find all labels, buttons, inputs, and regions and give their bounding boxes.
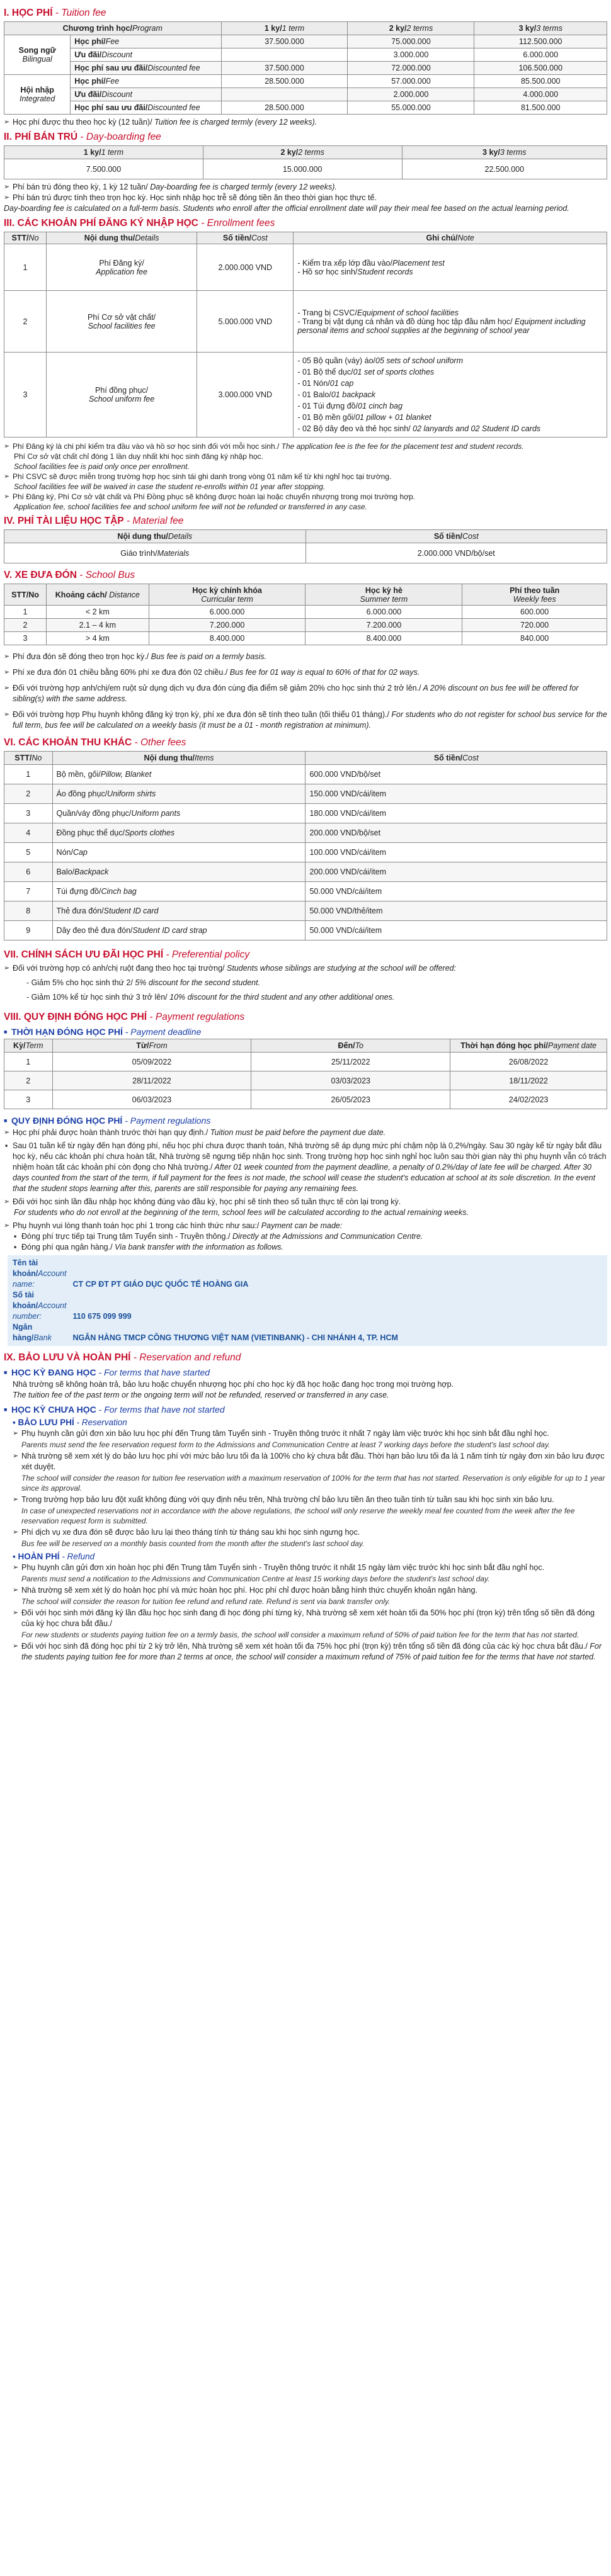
refund-para-1: ➢ Phụ huynh cần gửi đơn xin hoàn học phí đến Trung tâm Tuyển sinh - Truyền thông trước ít nhất 15 ngày làm việc trước khi học sinh bắt đầu nghỉ học. xyxy=(4,1562,607,1573)
refund-para-1-en: Parents must send a notification to the Admissions and Communication Centre at least 15 working days before the student's last school day. xyxy=(21,1574,490,1583)
enroll-note-3-en: School facilities fee will be waived in case the student re-enrolls within 01 year after stopping. xyxy=(14,482,326,491)
payment-regulations-title: ■ QUY ĐỊNH ĐÓNG HỌC PHÍ - Payment regulations xyxy=(4,1116,607,1126)
boarding-note-2: ➢ Phí bán trú được tính theo trọn học kỳ. Học sinh nhập học trễ sẽ đóng tiền ăn theo thời gian học thực tế. xyxy=(4,193,607,203)
section-tuition-title: I. HỌC PHÍ - Tuition fee xyxy=(4,8,106,18)
reserve-para-2: ➢ Nhà trường sẽ xem xét lý do bảo lưu học phí với mức bảo lưu tối đa là 100% cho kỳ chưa bắt đầu. Thời hạn bảo lưu tối đa là 1 năm tính từ ngày đơn xin bảo lưu được xét duyệt. xyxy=(4,1451,607,1472)
enroll-note-4: ➢ Phí Đăng ký, Phí Cơ sở vật chất và Phí Đồng phục sẽ không được hoàn lại hoặc chuyển nhượng trong mọi trường hợp. xyxy=(4,492,607,502)
refund-para-3: ➢ Đối với học sinh mới đăng ký lần đầu học học sinh đang đi học đóng phí từng kỳ, Nhà trường sẽ xem xét hoàn tối đa 50% học phí (trọn kỳ) trên tổng số tiền đã đóng của kỳ học chưa bắt đầu./ xyxy=(4,1608,607,1629)
pref-discount-3: - Giảm 10% kể từ học sinh thứ 3 trở lên/ 10% discount for the third student and any other additional ones. xyxy=(26,993,395,1002)
enrollment-table: STT/No Nội dung thu/Details Số tiền/Cost Ghi chú/Note 1 Phí Đăng ký/ Application fee 2.000.000 VND - Kiểm tra xếp lớp đầu vào/Placement test - Hồ sơ học sinh/Student records 2 Phí Cơ sở vật chất/ School facilities fee 5.000.000 VND - Trang bị CSVC/Equipment of school facilities - Trang bị vật dụng cá nhân và đồ dùng học tập đầu năm học/ Equipment including personal items and school supplies at the beginning of school year 3 Phí đồng phục/ School uniform fee 3.000.000 VND - 05 Bộ quần (váy) áo/05 sets of school uniform - 01 Bộ thể dục/01 set of sports clothes - 01 Nón/01 cap - 01 Balo/01 backpack - 01 Túi đựng đồ/01 cinch bag - 01 Bộ mền gối/01 pillow + 01 blanket - 02 Bộ dây đeo và thẻ học sinh/ 02 lanyards and 02 Student ID cards xyxy=(4,232,607,438)
enroll-note-2: Phí Cơ sở vật chất chỉ đóng 1 lần duy nhất khi học sinh đăng ký nhập học. xyxy=(14,452,263,461)
section-payment-title: VIII. QUY ĐỊNH ĐÓNG HỌC PHÍ - Payment regulations xyxy=(4,1012,245,1022)
pay-note-3: ➢ Đối với học sinh lần đầu nhập học không đúng vào đầu kỳ, học phí sẽ tính theo số tuần thực tế còn lại trong kỳ. xyxy=(4,1197,607,1207)
enroll-note-3: ➢ Phí CSVC sẽ được miễn trong trường hợp học sinh tái ghi danh trong vòng 01 năm kể từ khi nghỉ học tại trường. xyxy=(4,472,607,482)
reserve-para-4: ➢ Phí dịch vụ xe đưa đón sẽ được bảo lưu lại theo tháng tính từ tháng sau khi học sinh ngưng học. xyxy=(4,1527,607,1538)
enroll-note-4-en: Application fee, school facilities fee and school uniform fee will not be refunded or transferred in any case. xyxy=(14,502,367,511)
bank-info-box xyxy=(8,1255,607,1346)
bank-account-name: Tên tài khoản/Account name: CT CP ĐT PT GIÁO DỤC QUỐC TẾ HOÀNG GIA xyxy=(13,1258,249,1289)
reserve-para-1: ➢ Phụ huynh cần gửi đơn xin bảo lưu học phí đến Trung tâm Tuyển sinh - Truyền thông trước ít nhất 7 ngày làm việc trước khi học sinh bắt đầu nghỉ học. xyxy=(4,1428,607,1439)
boarding-note-2-en: Day-boarding fee is calculated on a full-term basis. Students who enroll after the official enrollment date will pay their meal fee based on the actual learning period. xyxy=(4,204,569,213)
refund-para-2-en: The school will consider the reason for tuition fee refund and refund rate. Refund is sent via bank transfer only. xyxy=(21,1597,391,1606)
pay-note-4: ➢ Phụ huynh vui lòng thanh toán học phí 1 trong các hình thức như sau:/ Payment can be made: xyxy=(4,1221,607,1231)
section-other-title: VI. CÁC KHOẢN THU KHÁC - Other fees xyxy=(4,737,186,748)
deadline-table: Kỳ/Term Từ/From Đến/To Thời hạn đóng học phí/Payment date 1 05/09/2022 25/11/2022 26/08/2022 2 28/11/2022 03/03/2023 18/11/2022 3 06/03/2023 26/05/2023 24/02/2023 xyxy=(4,1039,607,1109)
terms-started-text: Nhà trường sẽ không hoàn trả, bảo lưu hoặc chuyển nhượng học phí cho học kỳ đã học hoặc đang học trong mọi trường hợp. xyxy=(13,1380,454,1389)
refund-para-3-en: For new students or students paying tuition fee on a termly basis, the school will consider a maximum refund of 50% of paid tuition fee for the term that has not started. xyxy=(21,1630,580,1639)
section-boarding-title: II. PHÍ BÁN TRÚ - Day-boarding fee xyxy=(4,132,161,142)
reserve-para-2-en: The school will consider the reason for tuition fee reservation with a maximum reservation of 100% for the term that has not started. Reservation is only eligible for up to 1 year since its approval. xyxy=(21,1474,605,1493)
section-preferential-title: VII. CHÍNH SÁCH ƯU ĐÃI HỌC PHÍ - Preferential policy xyxy=(4,949,250,960)
bank-name: Ngân hàng/Bank NGÂN HÀNG TMCP CÔNG THƯƠNG VIỆT NAM (VIETINBANK) - CHI NHÁNH 4, TP. HCM xyxy=(13,1323,398,1342)
terms-started-text-en: The tuition fee of the past term or the ongoing term will not be refunded, reserved or transferred in any case. xyxy=(13,1391,389,1399)
material-table: Nội dung thu/Details Số tiền/Cost Giáo trình/Materials 2.000.000 VND/bộ/set xyxy=(4,529,607,563)
section-bus-title: V. XE ĐƯA ĐÓN - School Bus xyxy=(4,570,135,580)
bus-table: STT/No Khoảng cách/ Distance Học kỳ chính khóa Curricular term Học kỳ hè Summer term Phí theo tuần Weekly fees 1 < 2 km 6.000.000 6.000.000 600.000 2 2.1 – 4 km 7.200.000 7.200.000 720.000 3 > 4 km 8.400.000 8.400.000 840.000 xyxy=(4,584,607,645)
other-fees-table: STT/No Nội dung thu/Items Số tiền/Cost 1 Bộ mền, gối/Pillow, Blanket 600.000 VND/bộ/set 2 Áo đồng phục/Uniform shirts 150.000 VND/cái/item 3 Quần/váy đồng phục/Uniform pants 180.000 VND/cái/item 4 Đồng phục thể dục/Sports clothes 200.000 VND/bộ/set 5 Nón/Cap 100.000 VND/cái/item 6 Balo/Backpack 200.000 VND/cái/item 7 Túi đựng đồ/Cinch bag 50.000 VND/cái/item 8 Thẻ đưa đón/Student ID card 50.000 VND/thẻ/item 9 Dây đeo thẻ đưa đón/Student ID card strap 50.000 VND/cái/item xyxy=(4,751,607,941)
reserve-para-4-en: Bus fee will be reserved on a monthly basis counted from the month after the student's last school day. xyxy=(21,1539,365,1548)
pay-note-3-en: For students who do not enroll at the beginning of the term, school fees will be calculated according to the actual remaining weeks. xyxy=(14,1208,469,1217)
terms-not-started-title: ■ HỌC KỲ CHƯA HỌC - For terms that have not started xyxy=(4,1404,607,1415)
section-enrollment-title: III. CÁC KHOẢN PHÍ ĐĂNG KÝ NHẬP HỌC - Enrollment fees xyxy=(4,218,275,229)
payment-deadline-title: ■ THỜI HẠN ĐÓNG HỌC PHÍ - Payment deadline xyxy=(4,1027,607,1037)
bus-note-3: ➢ Đối với trường hợp anh/chị/em ruột sử dụng dịch vụ đưa đón cùng địa điểm sẽ giảm 20% cho học sinh thứ 2 trở lên./ A 20% discount on bus fee will be offered for sibling(s) with the same address. xyxy=(4,683,607,704)
refund-title: ▪ HOÀN PHÍ - Refund xyxy=(13,1552,95,1561)
pref-discount-2: - Giảm 5% cho học sinh thứ 2/ 5% discount for the second student. xyxy=(26,978,261,987)
reserve-para-3: ➢ Trong trường hợp bảo lưu đột xuất không đúng với quy định nêu trên, Nhà trường chỉ bảo lưu tiền ăn theo tuần tính từ tuần sau khi học sinh xin bảo lưu. xyxy=(4,1494,607,1505)
refund-para-4: ➢ Đối với học sinh đã đóng học phí từ 2 kỳ trở lên, Nhà trường sẽ xem xét hoàn tối đa 75% học phí (trọn kỳ) trên tổng số tiền đã đóng của các kỳ học chưa bắt đầu./ For the students paying tuition fee for more than 2 terms at once, the school will consider a maximum refund of 75% of paid tuition fee for the terms that have not started. xyxy=(4,1641,607,1663)
tuition-table: Chương trình học/Program 1 ky/1 term 2 ky/2 terms 3 ky/3 terms Song ngữ Bilingual Học phí/Fee 37.500.000 75.000.000 112.500.000 Ưu đãi/Discount 3.000.000 6.000.000 Học phí sau ưu đãi/Discounted fee 37.500.000 72.000.000 106.500.000 Hội nhập Integrated Học phí/Fee 28.500.000 57.000.000 85.500.000 Ưu đãi/Discount 2.000.000 4.000.000 Học phí sau ưu đãi/Discounted fee 28.500.000 55.000.000 81.500.000 xyxy=(4,21,607,115)
pay-method-direct: ▪ Đóng phí trực tiếp tại Trung tâm Tuyển sinh - Truyền thông./ Directly at the Admissions and Communication Centre. xyxy=(13,1231,607,1242)
tuition-note: ➢ Học phí được thu theo học kỳ (12 tuần)/ Tuition fee is charged termly (every 12 weeks). xyxy=(4,117,607,128)
pay-note-2: ▪ Sau 01 tuần kể từ ngày đến hạn đóng phí, nếu học phí chưa được thanh toán, Nhà trường sẽ áp dụng mức phí chậm nộp là 0,2%/ngày. Sau 30 ngày kể từ ngày bắt đầu học kỳ, nếu các khoản phí chưa hoàn tất, Nhà trường sẽ ngưng tiếp nhận học sinh. Trong trường hợp học sinh nghỉ học luôn sau thời gian này thì phụ huynh vẫn có trách nhiệm hoàn tất các khoản phí còn đọng cho Nhà trường./ After 01 week counted from the payment deadline, a penalty of 0.2%/day of late fee will be charged. After 30 days counted from the start of the term, if full payment for the fees is not made, the school will cease the student's education at school at its sole discretion. In the event that the student stops learning after this, parents are still responsible for paying any remaining fees. xyxy=(4,1141,607,1194)
pay-method-bank: ▪ Đóng phí qua ngân hàng./ Via bank transfer with the information as follows. xyxy=(13,1242,607,1253)
bank-account-number: Số tài khoản/Account number: 110 675 099 999 xyxy=(13,1291,132,1321)
reserve-para-1-en: Parents must send the fee reservation request form to the Admissions and Communication Centre at least 7 working days before the student's last school day. xyxy=(21,1440,551,1449)
pay-note-1: ➢ Học phí phải được hoàn thành trước thời hạn quy định./ Tuition must be paid before the payment due date. xyxy=(4,1127,607,1138)
enroll-note-2-en: School facilities fee is paid only once per enrollment. xyxy=(14,462,190,471)
boarding-table: 1 ky/1 term 2 ky/2 terms 3 ky/3 terms 7.500.000 15.000.000 22.500.000 xyxy=(4,145,607,179)
boarding-note-1: ➢ Phí bán trú đóng theo kỳ, 1 kỳ 12 tuần/ Day-boarding fee is charged termly (every 12 weeks). xyxy=(4,182,607,193)
reservation-title: ▪ BẢO LƯU PHÍ - Reservation xyxy=(13,1418,127,1427)
reserve-para-3-en: In case of unexpected reservations not in accordance with the above regulations, the school will only reserve the weekly meal fee counted from the week after the fee reservation request form is submitted. xyxy=(21,1506,575,1525)
bus-note-4: ➢ Đối với trường hợp Phụ huynh không đăng ký trọn kỳ, phí xe đưa đón sẽ tính theo tuần (tối thiểu 01 tháng)./ For students who do not register for school bus service for the full term, bus fee will be calculated on a weekly basis (it must be a 01 - month registration at minimum). xyxy=(4,709,607,731)
section-refund-title: IX. BẢO LƯU VÀ HOÀN PHÍ - Reservation and refund xyxy=(4,1352,241,1363)
enroll-note-1: ➢ Phí Đăng ký là chi phí kiểm tra đầu vào và hồ sơ học sinh đối với mỗi học sinh./ The application fee is the fee for the placement test and student records. xyxy=(4,441,607,451)
terms-started-title: ■ HỌC KỲ ĐANG HỌC - For terms that have started xyxy=(4,1367,607,1377)
refund-para-2: ➢ Nhà trường sẽ xem xét lý do hoàn học phí và mức hoàn học phí. Học phí chỉ được hoàn bằng hình thức chuyển khoản ngân hàng. xyxy=(4,1585,607,1596)
bus-note-2: ➢ Phí xe đưa đón 01 chiều bằng 60% phí xe đưa đón 02 chiều./ Bus fee for 01 way is equal to 60% of that for 02 ways. xyxy=(4,667,607,678)
section-material-title: IV. PHÍ TÀI LIỆU HỌC TẬP - Material fee xyxy=(4,516,184,526)
pref-note: ➢ Đối với trường hợp có anh/chị ruột đang theo học tại trường/ Students whose siblings are studying at the school will be offered: xyxy=(4,963,607,974)
bus-note-1: ➢ Phí đưa đón sẽ đóng theo trọn học kỳ./ Bus fee is paid on a termly basis. xyxy=(4,652,607,662)
